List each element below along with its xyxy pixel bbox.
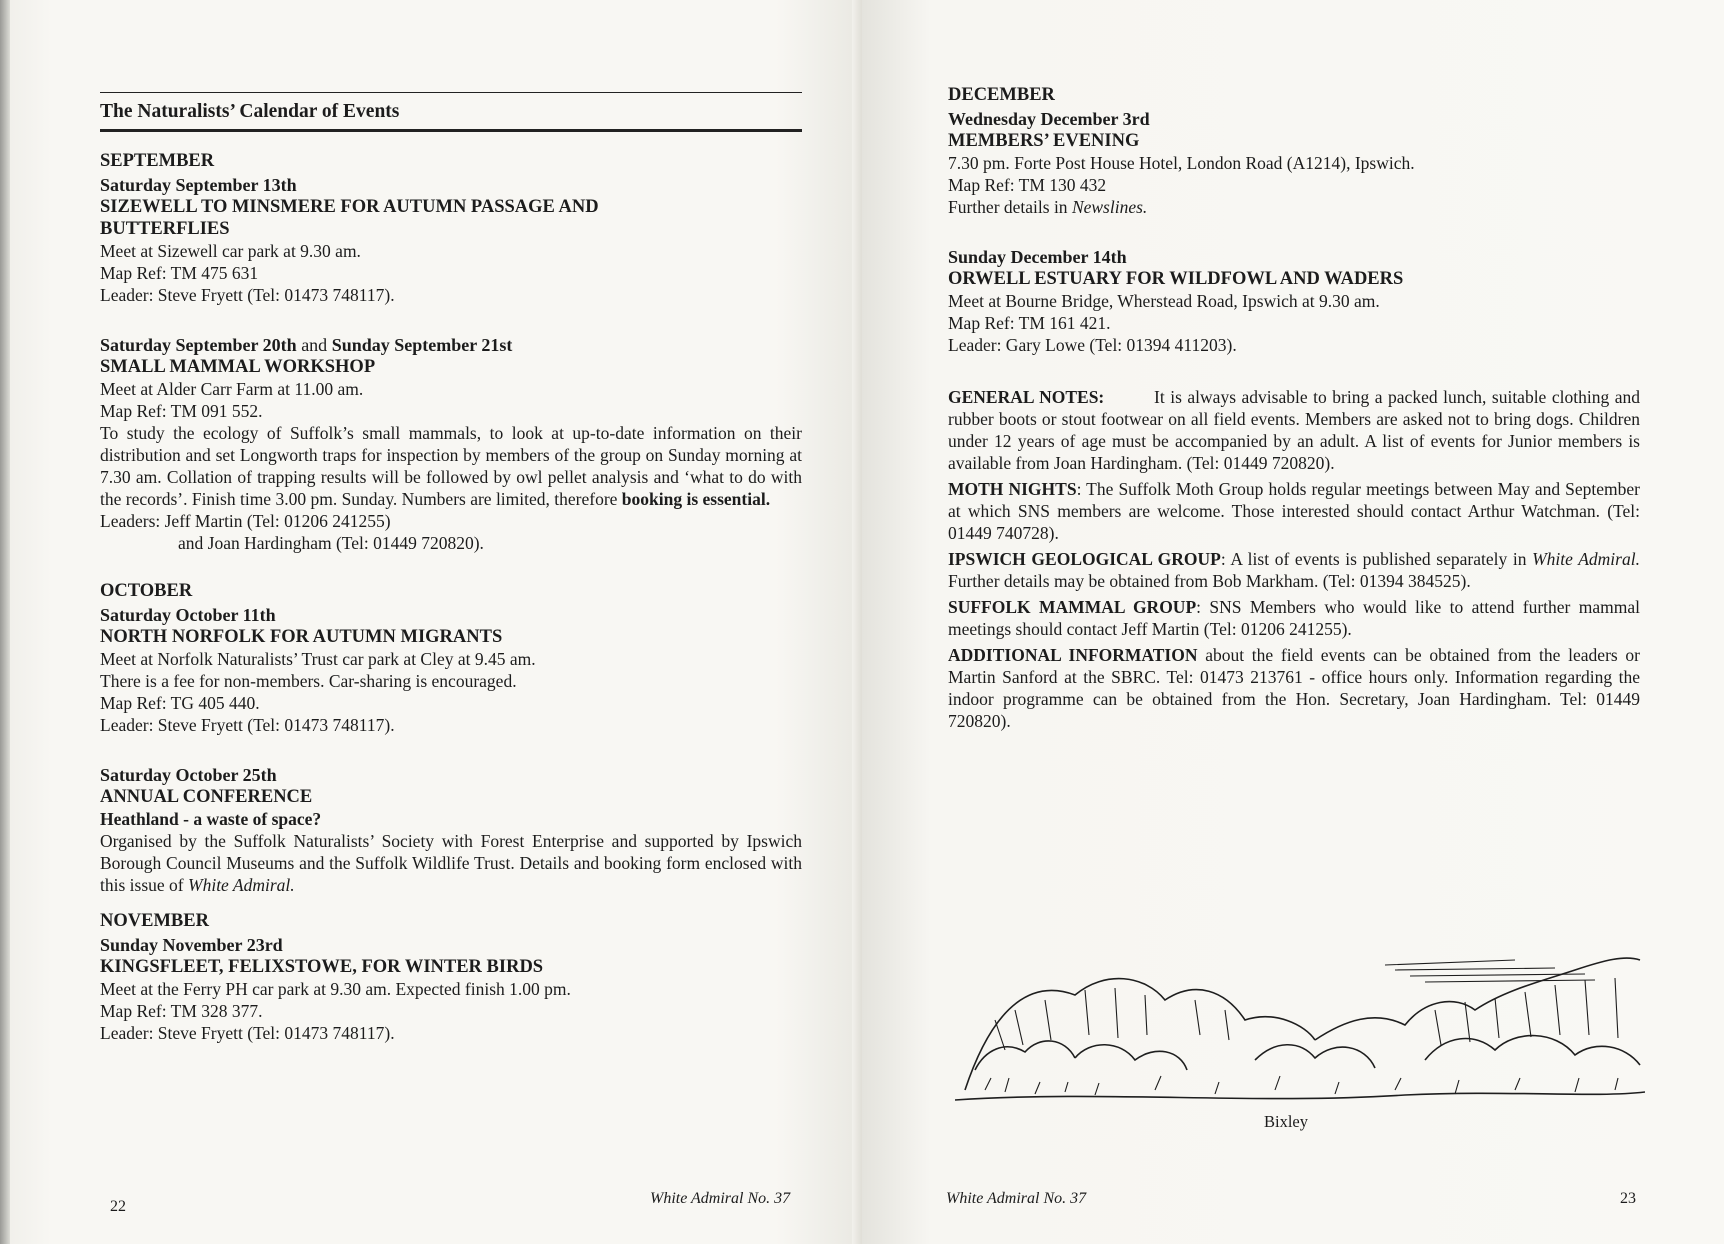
publication-name: Newslines. <box>1071 197 1148 217</box>
event-title-line: SIZEWELL TO MINSMERE FOR AUTUMN PASSAGE AND <box>100 197 599 217</box>
event-title: SMALL MAMMAL WORKSHOP <box>100 357 376 377</box>
event-title <box>100 196 802 240</box>
event-description-text: Organised by the Suffolk Naturalists’ Society with Forest Enterprise and supported by Ipswich Borough Council Museums and the Suffolk Wildlife Trust. Details and booking form enclosed with this issue of <box>100 831 802 895</box>
note-heading: ADDITIONAL INFORMATION <box>948 645 1198 665</box>
bixley-landscape-illustration <box>955 940 1645 1110</box>
illustration-caption: Bixley <box>1264 1112 1308 1131</box>
event-title: NORTH NORFOLK FOR AUTUMN MIGRANTS <box>100 627 503 647</box>
event-title-line: BUTTERFLIES <box>100 219 230 239</box>
event-title: KINGSFLEET, FELIXSTOWE, FOR WINTER BIRDS <box>100 957 544 977</box>
event-date <box>100 334 802 356</box>
note-text: : A list of events is published separately in <box>1220 549 1533 569</box>
event-date: Saturday October 25th <box>100 765 277 785</box>
event-date: Wednesday December 3rd <box>948 109 1150 129</box>
event-date: Saturday October 11th <box>100 605 276 625</box>
event-leaders: Leaders: Jeff Martin (Tel: 01206 241255) <box>100 511 391 531</box>
event-meeting-point: Meet at Norfolk Naturalists’ Trust car park at Cley at 9.45 am. <box>100 649 536 669</box>
month-heading-october: OCTOBER <box>100 581 193 601</box>
note-heading: SUFFOLK MAMMAL GROUP <box>948 597 1197 617</box>
event-description-text: To study the ecology of Suffolk’s small mammals, to look at up-to-date information on their distribution and set Longworth traps for inspection by members of the group on Sunday morning at 7.30 am. Collation of trapping results will be followed by owl pellet analysis and ‘what to do with the records’. Finish time 3.00 pm. Sunday. Numbers are limited, therefore <box>100 423 802 509</box>
event-further-details <box>948 196 1640 218</box>
event-map-ref: Map Ref: TM 475 631 <box>100 263 259 283</box>
mammal-group-note <box>948 596 1640 640</box>
event-title: ANNUAL CONFERENCE <box>100 787 313 807</box>
event-meeting-point: Meet at Alder Carr Farm at 11.00 am. <box>100 379 364 399</box>
publication-name: White Admiral. <box>1532 549 1640 569</box>
calendar-title: The Naturalists’ Calendar of Events <box>100 101 400 122</box>
geological-group-note <box>948 548 1640 592</box>
event-date-first: Saturday September 20th <box>100 335 297 355</box>
month-heading-november: NOVEMBER <box>100 911 209 931</box>
book-edge-shadow <box>0 0 10 1244</box>
event-title: MEMBERS’ EVENING <box>948 131 1140 151</box>
event-date-and: and <box>296 335 332 355</box>
event-map-ref: Map Ref: TM 161 421. <box>948 313 1111 333</box>
event-meeting-point: Meet at Sizewell car park at 9.30 am. <box>100 241 361 261</box>
event-leader: Leader: Steve Fryett (Tel: 01473 748117). <box>100 715 395 735</box>
month-heading-september: SEPTEMBER <box>100 151 215 171</box>
right-column <box>948 84 1640 732</box>
page-number-left: 22 <box>110 1198 126 1215</box>
left-column <box>100 92 802 1044</box>
right-page <box>862 0 1724 1244</box>
event-fee-note: There is a fee for non-members. Car-sharing is encouraged. <box>100 671 517 691</box>
note-heading: IPSWICH GEOLOGICAL GROUP <box>948 549 1221 569</box>
footer-publication-right: White Admiral No. 37 <box>946 1190 1087 1207</box>
note-text: It is always advisable to bring a packed lunch, suitable clothing and rubber boots or stout footwear on all field events. Members are asked not to bring dogs. Children under 12 years of age must be accompanied by an adult. A list of events for Junior members is available from Joan Hardingham. (Tel: 01449 720820). <box>948 387 1640 473</box>
event-title: ORWELL ESTUARY FOR WILDFOWL AND WADERS <box>948 269 1404 289</box>
event-description <box>100 422 802 510</box>
moth-nights-note <box>948 478 1640 544</box>
note-text: : SNS Members who would like to attend further mammal meetings should contact Jeff Martin (Tel: 01206 241255). <box>948 597 1640 639</box>
event-map-ref: Map Ref: TM 091 552. <box>100 401 263 421</box>
general-notes <box>948 386 1640 474</box>
event-leader: Leader: Steve Fryett (Tel: 01473 748117). <box>100 285 395 305</box>
event-date: Sunday December 14th <box>948 247 1127 267</box>
event-leader: Leader: Gary Lowe (Tel: 01394 411203). <box>948 335 1237 355</box>
note-text: about the field events can be obtained from the leaders or Martin Sanford at the SBRC. Tel: 01473 213761 - office hours only. Information regarding the indoor programme can be obtained from the Hon. Secretary, Joan Hardingham. Tel: 01449 720820). <box>948 645 1640 731</box>
note-heading: GENERAL NOTES: <box>948 387 1105 407</box>
publication-name: White Admiral. <box>188 875 295 895</box>
event-map-ref: Map Ref: TG 405 440. <box>100 693 260 713</box>
event-date: Saturday September 13th <box>100 175 297 195</box>
footer-publication-left: White Admiral No. 37 <box>650 1190 791 1207</box>
note-text: : The Suffolk Moth Group holds regular meetings between May and September at which SNS members are welcome. Those interested should contact Arthur Watchman. (Tel: 01449 740728). <box>948 479 1640 543</box>
additional-information-note <box>948 644 1640 732</box>
event-map-ref: Map Ref: TM 328 377. <box>100 1001 263 1021</box>
booking-essential-text: booking is essential. <box>621 489 771 509</box>
event-date: Sunday November 23rd <box>100 935 283 955</box>
note-text: Further details may be obtained from Bob Markham. (Tel: 01394 384525). <box>948 571 1471 591</box>
further-details-text: Further details in <box>948 197 1072 217</box>
event-date-second: Sunday September 21st <box>331 335 513 355</box>
event-meeting-point: Meet at the Ferry PH car park at 9.30 am. Expected finish 1.00 pm. <box>100 979 571 999</box>
note-heading: MOTH NIGHTS <box>948 479 1077 499</box>
event-description <box>100 830 802 896</box>
event-meeting-point: 7.30 pm. Forte Post House Hotel, London Road (A1214), Ipswich. <box>948 153 1415 173</box>
month-heading-december: DECEMBER <box>948 85 1055 105</box>
event-leader: Leader: Steve Fryett (Tel: 01473 748117). <box>100 1023 395 1043</box>
event-map-ref: Map Ref: TM 130 432 <box>948 175 1107 195</box>
event-subtitle: Heathland - a waste of space? <box>100 809 322 829</box>
page-number-right: 23 <box>1620 1190 1636 1207</box>
event-leaders-continued: and Joan Hardingham (Tel: 01449 720820). <box>178 533 484 553</box>
title-rule-bottom <box>100 129 802 132</box>
event-meeting-point: Meet at Bourne Bridge, Wherstead Road, Ipswich at 9.30 am. <box>948 291 1380 311</box>
